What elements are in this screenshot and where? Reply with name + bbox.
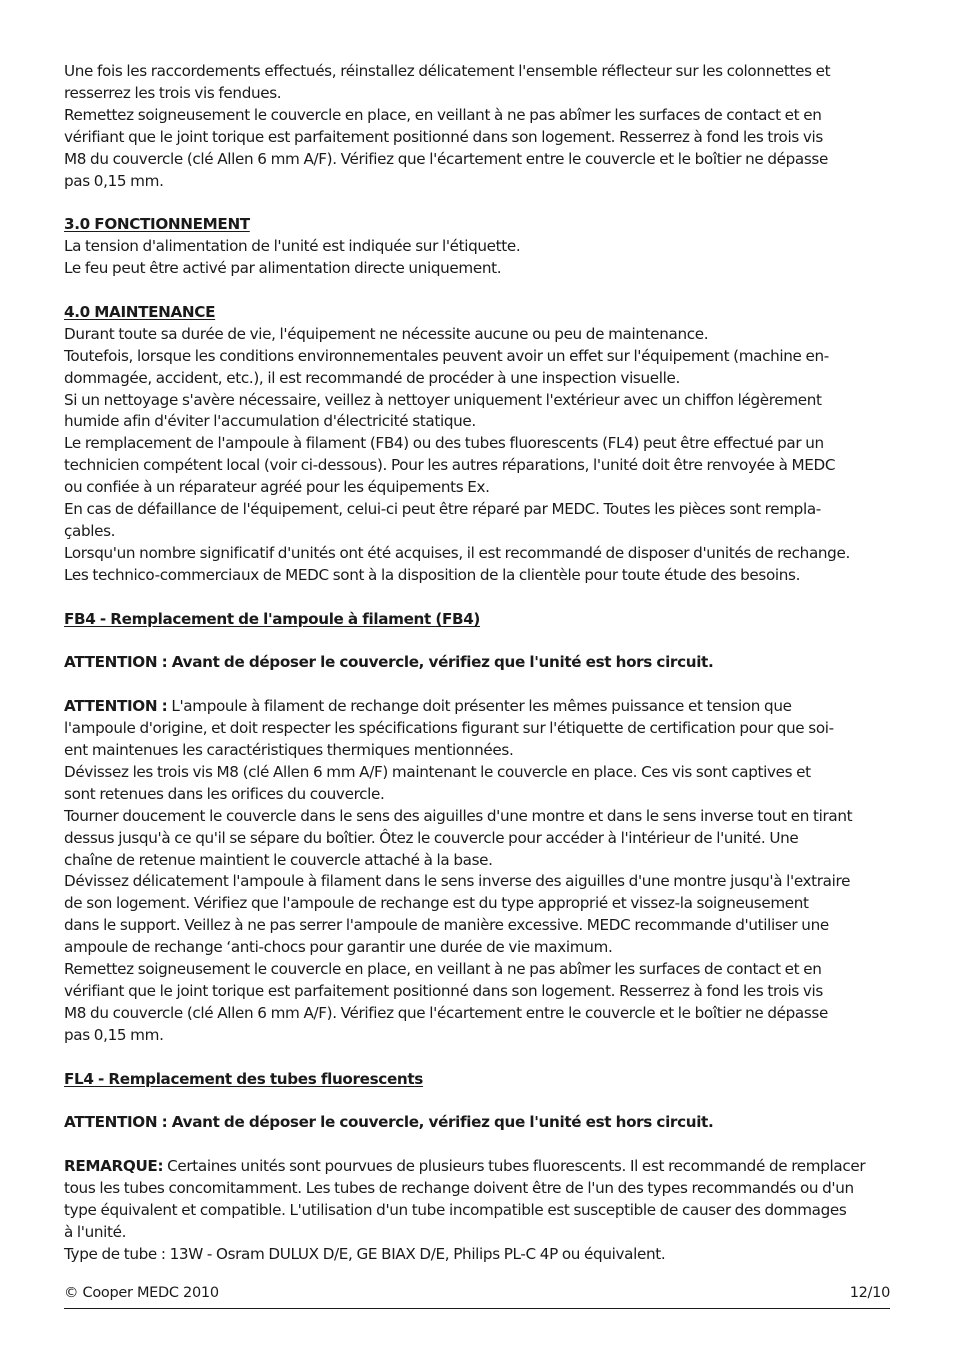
attention-label: ATTENTION : [64,697,168,716]
text-line: humide afin d'éviter l'accumulation d'électricité statique. [64,412,476,431]
footer-divider [64,1308,890,1309]
section-fl4 [64,1069,894,1266]
text-line: ent maintenues les caractéristiques thermiques mentionnées. [64,741,514,760]
text-line: M8 du couvercle (clé Allen 6 mm A/F). Vérifiez que l'écartement entre le couvercle et le boîtier ne dépasse [64,1003,828,1022]
text-line: pas 0,15 mm. [64,171,164,190]
text-line: Dévissez les trois vis M8 (clé Allen 6 mm A/F) maintenant le couvercle en place. Ces vis sont captives et [64,762,811,781]
text-line: pas 0,15 mm. [64,1025,164,1044]
text-line: Tourner doucement le couvercle dans le sens des aiguilles d'une montre et dans le sens inverse tout en tirant [64,806,853,825]
section-maintenance [64,302,894,587]
section-heading: 3.0 FONCTIONNEMENT [64,215,250,234]
footer-page-number: 12/10 [849,1285,890,1301]
section-fb4 [64,609,894,1047]
text-line: chaîne de retenue maintient le couvercle attaché à la base. [64,850,493,869]
text-line: ou confiée à un réparateur agréé pour les équipements Ex. [64,478,490,497]
text-line: dommagée, accident, etc.), il est recommandé de procéder à une inspection visuelle. [64,368,680,387]
text-line: sont retenues dans les orifices du couvercle. [64,784,385,803]
text-span: Certaines unités sont pourvues de plusieurs tubes fluorescents. Il est recommandé de remplacer [163,1157,866,1176]
text-line: Remettez soigneusement le couvercle en place, en veillant à ne pas abîmer les surfaces de contact et en [64,960,822,979]
text-line: Dévissez délicatement l'ampoule à filament dans le sens inverse des aiguilles d'une montre jusqu'à l'extraire [64,872,851,891]
attention-notice: ATTENTION : Avant de déposer le couvercle, vérifiez que l'unité est hors circuit. [64,653,714,672]
text-line: type équivalent et compatible. L'utilisation d'un tube incompatible est susceptible de causer des dommages [64,1201,847,1219]
text-line: çables. [64,522,116,540]
text-line: Remettez soigneusement le couvercle en place, en veillant à ne pas abîmer les surfaces de contact et en [64,105,822,124]
text-line: vérifiant que le joint torique est parfaitement positionné dans son logement. Resserrez à fond les trois vis [64,981,823,1000]
text-line: Le feu peut être activé par alimentation directe uniquement. [64,259,502,278]
text-line: à l'unité. [64,1222,127,1241]
text-line [64,1156,894,1178]
text-line: technicien compétent local (voir ci-dessous). Pour les autres réparations, l'unité doit être renvoyée à MEDC [64,456,836,475]
subsection-heading: FB4 - Remplacement de l'ampoule à filament (FB4) [64,609,481,628]
text-line: ampoule de rechange ‘anti-chocs pour garantir une durée de vie maximum. [64,938,613,957]
text-line: La tension d'alimentation de l'unité est indiquée sur l'étiquette. [64,237,521,256]
tube-types-line: Type de tube : 13W - Osram DULUX D/E, GE BIAX D/E, Philips PL-C 4P ou équivalent. [64,1244,666,1263]
section-fonctionnement [64,214,894,280]
text-line: Les technico-commerciaux de MEDC sont à la disposition de la clientèle pour toute étude des besoins. [64,565,801,584]
attention-notice: ATTENTION : Avant de déposer le couvercle, vérifiez que l'unité est hors circuit. [64,1113,714,1132]
text-line: tous les tubes concomitamment. Les tubes de rechange doivent être de l'un des types recommandés ou d'un [64,1179,854,1198]
text-line: dans le support. Veillez à ne pas serrer l'ampoule de manière excessive. MEDC recommande d'utiliser une [64,916,829,935]
document-body [64,61,894,1266]
subsection-heading: FL4 - Remplacement des tubes fluorescents [64,1069,423,1088]
text-line: Une fois les raccordements effectués, réinstallez délicatement l'ensemble réflecteur sur les colonnettes et [64,62,831,80]
text-line: Durant toute sa durée de vie, l'équipement ne nécessite aucune ou peu de maintenance. [64,324,709,343]
text-line: Si un nettoyage s'avère nécessaire, veillez à nettoyer uniquement l'extérieur avec un chiffon légèrement [64,390,822,409]
text-line: En cas de défaillance de l'équipement, celui-ci peut être réparé par MEDC. Toutes les pièces sont rempla- [64,500,821,519]
text-line: Toutefois, lorsque les conditions environnementales peuvent avoir un effet sur l'équipement (machine en- [64,346,829,365]
intro-paragraph [64,61,894,192]
text-line [64,696,894,718]
text-line: vérifiant que le joint torique est parfaitement positionné dans son logement. Resserrez à fond les trois vis [64,127,823,146]
text-line: dessus jusqu'à ce qu'il se sépare du boîtier. Ôtez le couvercle pour accéder à l'intérieur de l'unité. Une [64,828,799,847]
text-span: L'ampoule à filament de rechange doit présenter les mêmes puissance et tension que [167,697,792,716]
section-heading: 4.0 MAINTENANCE [64,302,216,321]
text-line: resserrez les trois vis fendues. [64,83,282,102]
footer-copyright: © Cooper MEDC 2010 [64,1285,219,1301]
remark-label: REMARQUE: [64,1157,164,1176]
text-line: Le remplacement de l'ampoule à filament (FB4) ou des tubes fluorescents (FL4) peut être effectué par un [64,434,824,453]
text-line: M8 du couvercle (clé Allen 6 mm A/F). Vérifiez que l'écartement entre le couvercle et le boîtier ne dépasse [64,149,828,168]
text-line: Lorsqu'un nombre significatif d'unités ont été acquises, il est recommandé de disposer d'unités de rechange. [64,543,850,562]
text-line: l'ampoule d'origine, et doit respecter les spécifications figurant sur l'étiquette de certification pour que soi- [64,719,834,738]
text-line: de son logement. Vérifiez que l'ampoule de rechange est du type approprié et vissez-la soigneusement [64,894,809,913]
